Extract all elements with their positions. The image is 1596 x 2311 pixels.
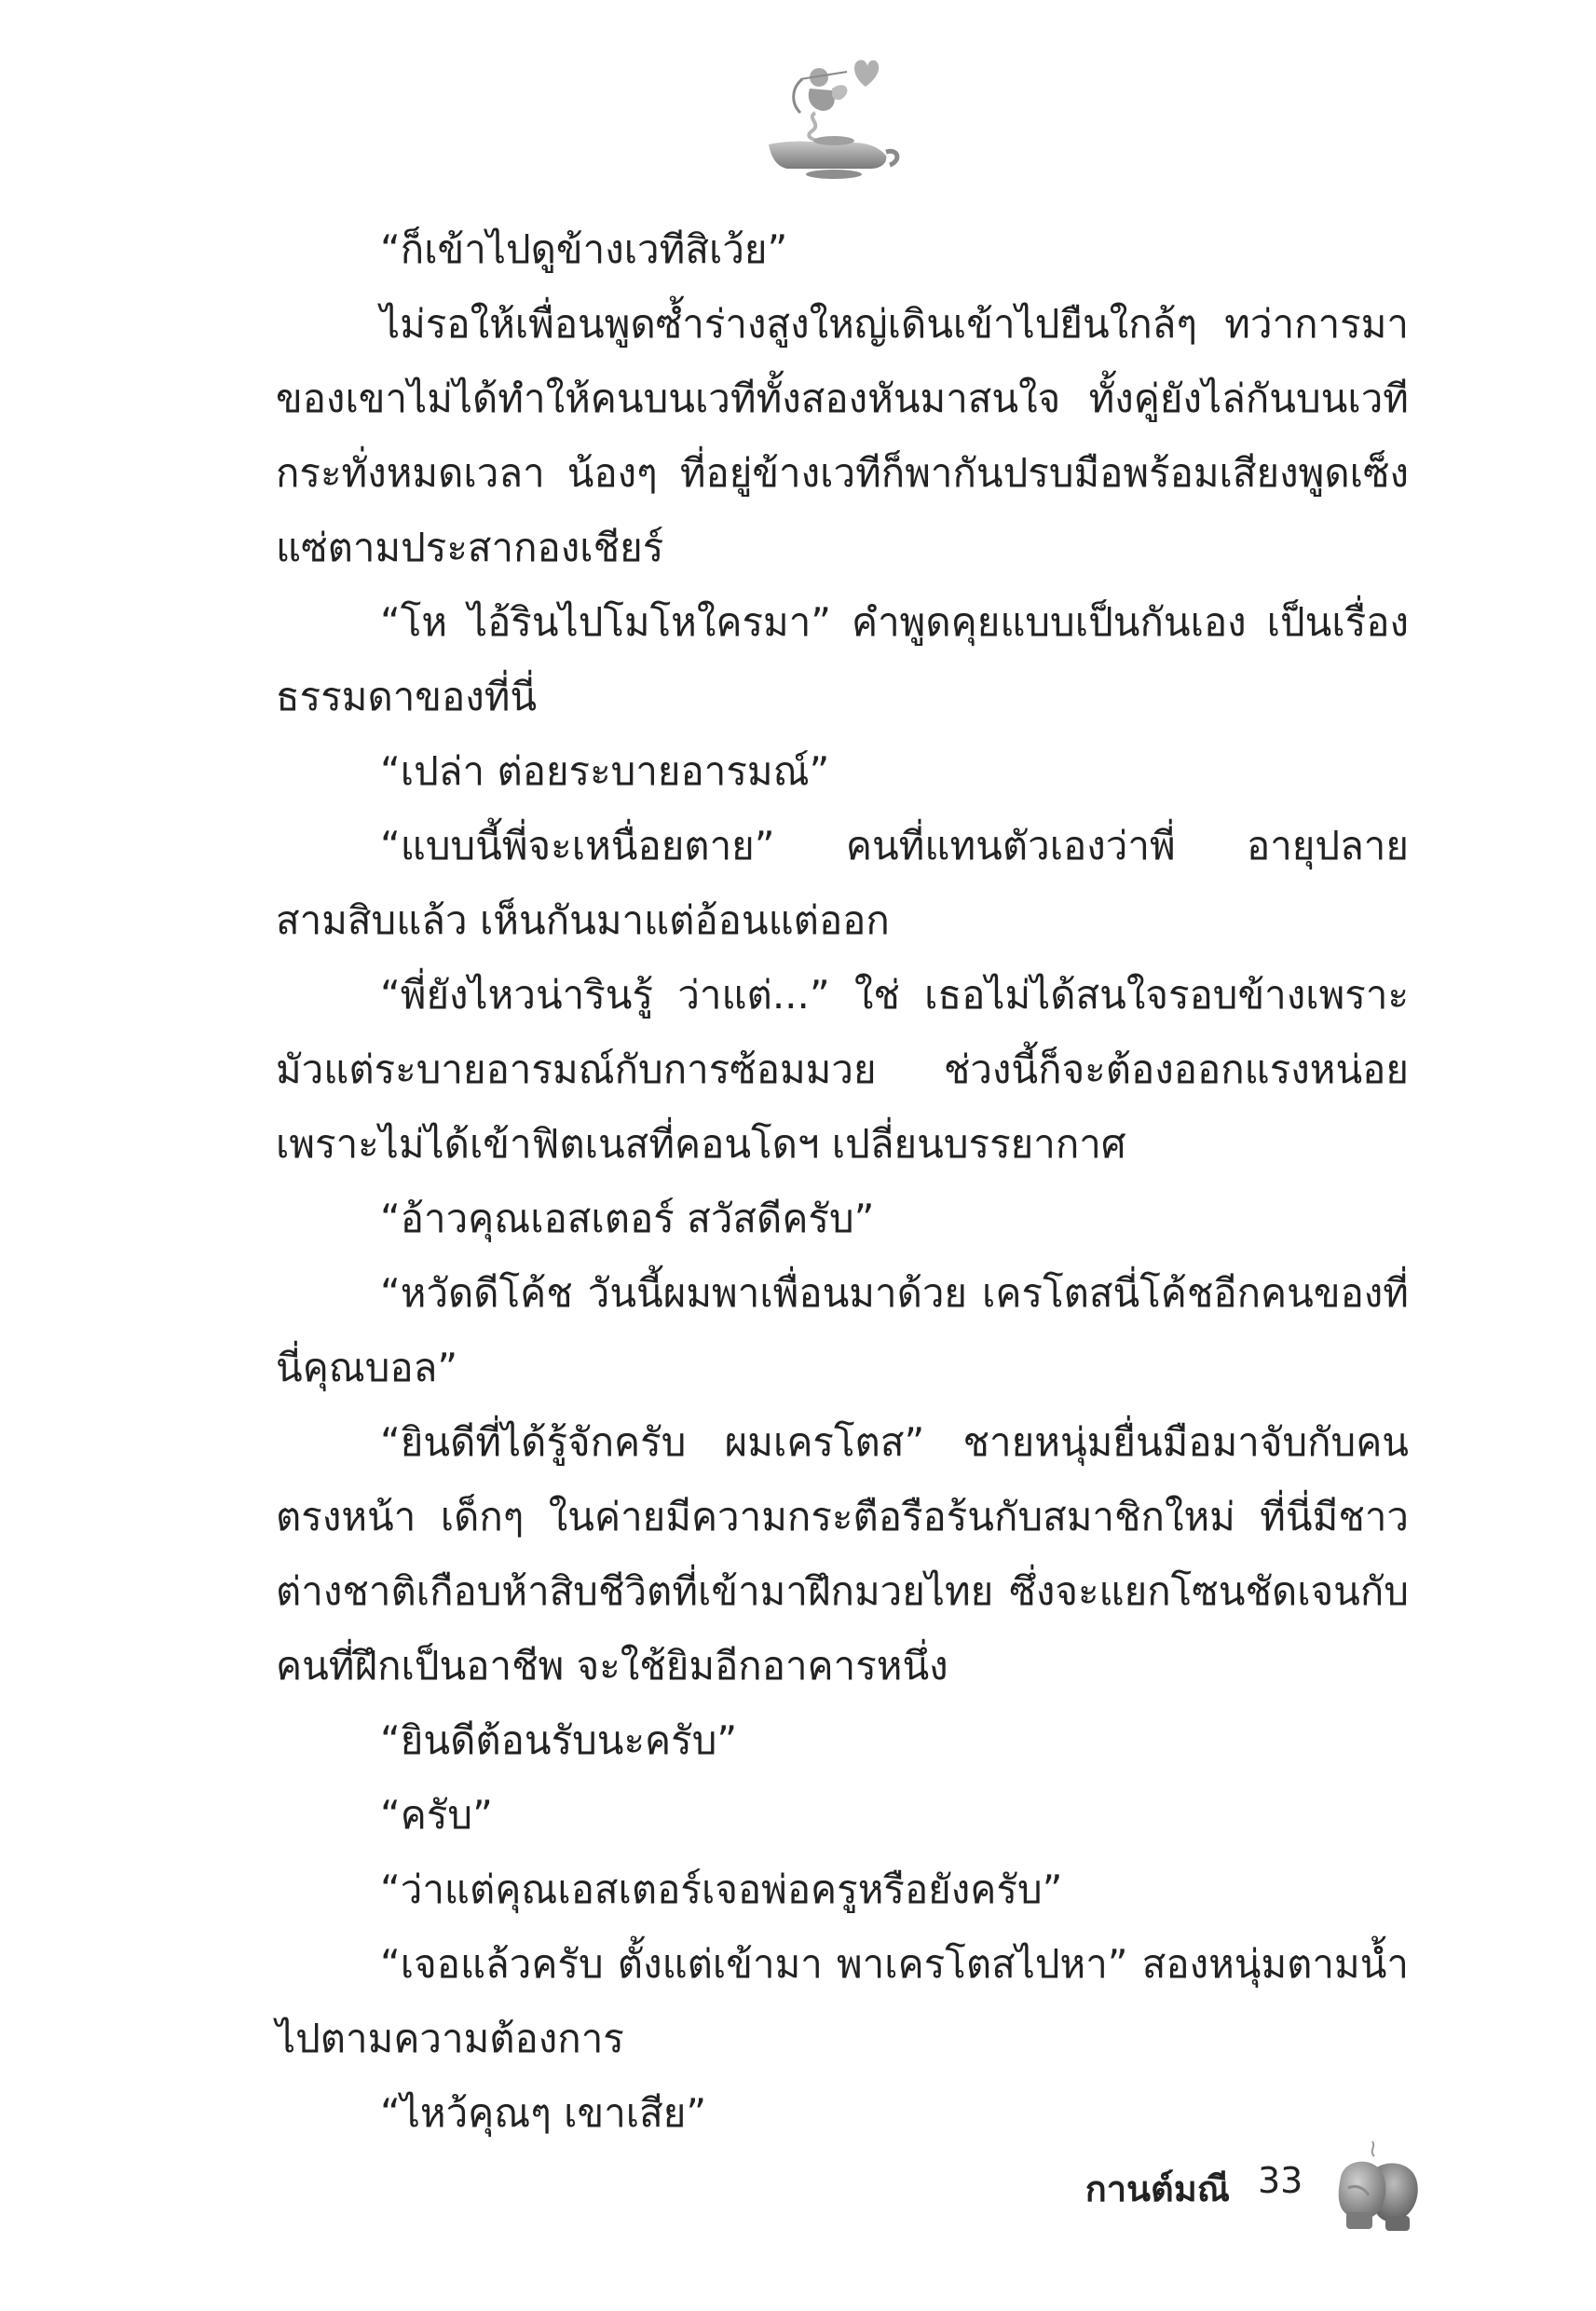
paragraph: “ยินดีต้อนรับนะครับ” xyxy=(380,1717,738,1763)
paragraph: “หวัดดีโค้ช วันนี้ผมพาเพื่อนมาด้วย เครโตสนี่โค้ชอีกคนของที่นี่คุณบอล” xyxy=(276,1270,1409,1390)
paragraph: “พี่ยังไหวน่ารินรู้ ว่าแต่...” ใช่ เธอไม่ได้สนใจรอบข้างเพราะมัวแต่ระบายอารมณ์กับการซ้อมมวย ช่วงนี้ก็จะต้องออกแรงหน่อยเพราะไม่ได้เข้าฟิตเนสที่คอนโดฯ เปลี่ยนบรรยากาศ xyxy=(276,972,1409,1167)
paragraph: “เจอแล้วครับ ตั้งแต่เข้ามา พาเครโตสไปหา” สองหนุ่มตามน้ำไปตามความต้องการ xyxy=(276,1941,1409,2061)
paragraph: “ว่าแต่คุณเอสเตอร์เจอพ่อครูหรือยังครับ” xyxy=(380,1867,1063,1912)
boxing-gloves-icon xyxy=(1328,2134,1430,2236)
paragraph: ไม่รอให้เพื่อนพูดซ้ำร่างสูงใหญ่เดินเข้าไปยืนใกล้ๆ ทว่าการมาของเขาไม่ได้ทำให้คนบนเวทีทั้งสองหันมาสนใจ ทั้งคู่ยังไล่กันบนเวทีกระทั่งหมดเวลา น้องๆ ที่อยู่ข้างเวทีก็พากันปรบมือพร้อมเสียงพูดเซ็งแซ่ตามประสากองเชียร์ xyxy=(276,301,1409,570)
page-footer xyxy=(1081,2134,1500,2236)
body-text xyxy=(276,212,1409,2151)
paragraph: “เปล่า ต่อยระบายอารมณ์” xyxy=(380,748,830,794)
paragraph: “ครับ” xyxy=(380,1792,493,1838)
paragraph: “โห ไอ้รินไปโมโหใครมา” คำพูดคุยแบบเป็นกันเอง เป็นเรื่องธรรมดาของที่นี่ xyxy=(276,599,1409,719)
paragraph: “แบบนี้พี่จะเหนื่อยตาย” คนที่แทนตัวเองว่าพี่ อายุปลายสามสิบแล้ว เห็นกันมาแต่อ้อนแต่ออก xyxy=(276,823,1409,943)
paragraph: “อ้าวคุณเอสเตอร์ สวัสดีครับ” xyxy=(380,1196,875,1241)
paragraph: “ไหว้คุณๆ เขาเสีย” xyxy=(380,2090,707,2136)
genie-lamp-icon xyxy=(750,51,904,182)
book-title: กานต์มณี xyxy=(1084,2168,1230,2209)
page-number: 33 xyxy=(1258,2160,1303,2201)
paragraph: “ยินดีที่ได้รู้จักครับ ผมเครโตส” ชายหนุ่มยื่นมือมาจับกับคนตรงหน้า เด็กๆ ในค่ายมีความกระตือรือร้นกับสมาชิกใหม่ ที่นี่มีชาวต่างชาติเกือบห้าสิบชีวิตที่เข้ามาฝึกมวยไทย ซึ่งจะแยกโซนชัดเจนกับคนที่ฝึกเป็นอาชีพ จะใช้ยิมอีกอาคารหนึ่ง xyxy=(276,1419,1409,1689)
paragraph: “ก็เข้าไปดูข้างเวทีสิเว้ย” xyxy=(380,226,788,272)
